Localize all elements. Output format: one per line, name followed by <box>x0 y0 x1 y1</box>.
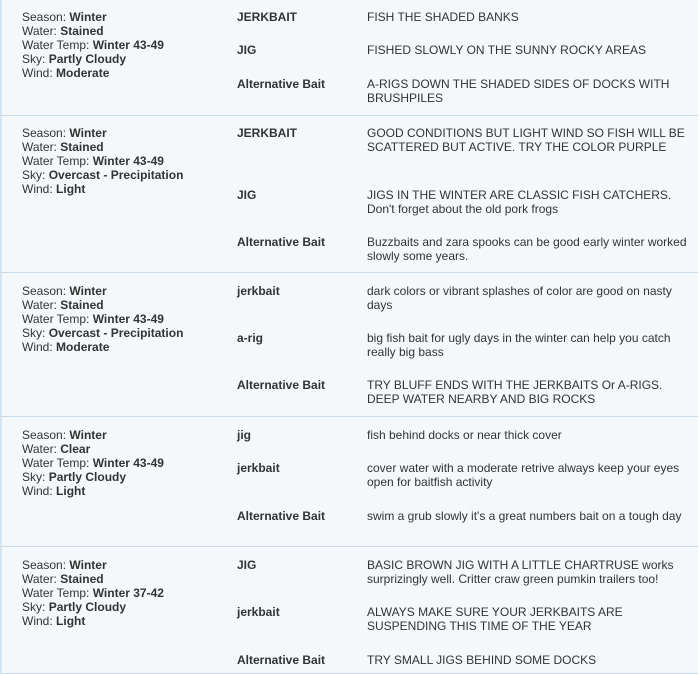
bait-tip: big fish bait for ugly days in the winter can help you catch really big bass <box>367 331 671 359</box>
condition-sky <box>22 52 222 66</box>
condition-wind <box>22 340 222 354</box>
condition-value: Stained <box>60 572 104 586</box>
bait-name: jerkbait <box>237 461 280 475</box>
condition-value: Partly Cloudy <box>48 600 127 614</box>
condition-row <box>0 417 698 547</box>
bait-tip: cover water with a moderate retrive always keep your eyes open for baitfish activity <box>367 461 680 489</box>
condition-value: Light <box>56 182 86 196</box>
condition-label: Sky: <box>22 168 46 182</box>
condition-row <box>0 547 698 674</box>
condition-value: Overcast - Precipitation <box>48 168 184 182</box>
condition-value: Winter 43-49 <box>92 312 164 326</box>
condition-season <box>22 10 222 24</box>
condition-value: Winter 43-49 <box>92 154 164 168</box>
condition-wind <box>22 484 222 498</box>
condition-value: Winter <box>69 284 107 298</box>
condition-label: Sky: <box>22 52 46 66</box>
bait-name: JIG <box>237 43 257 57</box>
condition-water-temp <box>22 586 222 600</box>
bait-tip: GOOD CONDITIONS BUT LIGHT WIND SO FISH WILL BE SCATTERED BUT ACTIVE. TRY THE COLOR PURPLE <box>367 126 685 154</box>
bait-tip: swim a grub slowly it's a great numbers bait on a tough day <box>367 509 682 523</box>
condition-value: Stained <box>60 140 104 154</box>
bait-name: Alternative Bait <box>237 509 326 523</box>
condition-value: Stained <box>60 298 104 312</box>
condition-label: Water: <box>22 24 57 38</box>
bait-name: JIG <box>237 558 257 572</box>
condition-label: Season: <box>22 284 67 298</box>
condition-label: Season: <box>22 126 67 140</box>
bait-tip: ALWAYS MAKE SURE YOUR JERKBAITS ARE SUSPENDING THIS TIME OF THE YEAR <box>367 605 623 633</box>
condition-value: Overcast - Precipitation <box>48 326 184 340</box>
condition-wind <box>22 614 222 628</box>
condition-water <box>22 442 222 456</box>
condition-season <box>22 558 222 572</box>
conditions-block <box>22 428 222 498</box>
bait-name: Alternative Bait <box>237 235 326 249</box>
condition-season <box>22 126 222 140</box>
condition-value: Stained <box>60 24 104 38</box>
conditions-block <box>22 284 222 354</box>
condition-label: Water Temp: <box>22 154 90 168</box>
condition-label: Season: <box>22 428 67 442</box>
bait-name: JIG <box>237 188 257 202</box>
condition-label: Water Temp: <box>22 38 90 52</box>
bait-tip: A-RIGS DOWN THE SHADED SIDES OF DOCKS WITH BRUSHPILES <box>367 77 670 105</box>
bait-name: Alternative Bait <box>237 653 326 667</box>
bait-tip: FISHED SLOWLY ON THE SUNNY ROCKY AREAS <box>367 43 646 57</box>
condition-label: Season: <box>22 10 67 24</box>
bait-name: Alternative Bait <box>237 378 326 392</box>
condition-water <box>22 572 222 586</box>
condition-label: Wind: <box>22 182 53 196</box>
bait-tip: dark colors or vibrant splashes of color are good on nasty days <box>367 284 672 312</box>
bait-tip: TRY BLUFF ENDS WITH THE JERKBAITS Or A-RIGS. DEEP WATER NEARBY AND BIG ROCKS <box>367 378 663 406</box>
condition-value: Winter 43-49 <box>92 38 164 52</box>
condition-label: Sky: <box>22 470 46 484</box>
condition-value: Light <box>56 614 86 628</box>
condition-value: Moderate <box>56 66 110 80</box>
condition-sky <box>22 326 222 340</box>
condition-water <box>22 298 222 312</box>
bait-name: JERKBAIT <box>237 126 298 140</box>
condition-value: Winter 43-49 <box>92 456 164 470</box>
condition-water-temp <box>22 154 222 168</box>
condition-value: Winter <box>69 428 107 442</box>
condition-label: Water Temp: <box>22 456 90 470</box>
condition-water <box>22 24 222 38</box>
conditions-block <box>22 10 222 80</box>
condition-value: Winter <box>69 10 107 24</box>
bait-name: jerkbait <box>237 605 280 619</box>
bait-tip: JIGS IN THE WINTER ARE CLASSIC FISH CATCHERS. Don't forget about the old pork frogs <box>367 188 672 216</box>
bait-tip: Buzzbaits and zara spooks can be good early winter worked slowly some years. <box>367 235 687 263</box>
condition-wind <box>22 182 222 196</box>
condition-label: Water: <box>22 572 57 586</box>
bait-tip: TRY SMALL JIGS BEHIND SOME DOCKS <box>367 653 597 667</box>
condition-label: Wind: <box>22 614 53 628</box>
condition-water-temp <box>22 38 222 52</box>
condition-season <box>22 428 222 442</box>
condition-label: Wind: <box>22 66 53 80</box>
conditions-block <box>22 558 222 628</box>
condition-label: Sky: <box>22 326 46 340</box>
condition-label: Water Temp: <box>22 586 90 600</box>
condition-value: Clear <box>60 442 91 456</box>
bait-name: jerkbait <box>237 284 280 298</box>
bait-name: JERKBAIT <box>237 10 298 24</box>
condition-water-temp <box>22 312 222 326</box>
condition-label: Wind: <box>22 340 53 354</box>
bait-name: a-rig <box>237 331 264 345</box>
condition-value: Moderate <box>56 340 110 354</box>
condition-sky <box>22 470 222 484</box>
condition-label: Water: <box>22 140 57 154</box>
bait-tip: fish behind docks or near thick cover <box>367 428 562 442</box>
condition-wind <box>22 66 222 80</box>
condition-label: Water Temp: <box>22 312 90 326</box>
bait-name: jig <box>237 428 251 442</box>
condition-water <box>22 140 222 154</box>
condition-label: Water: <box>22 442 57 456</box>
condition-label: Season: <box>22 558 67 572</box>
condition-sky <box>22 600 222 614</box>
condition-water-temp <box>22 456 222 470</box>
condition-label: Wind: <box>22 484 53 498</box>
condition-sky <box>22 168 222 182</box>
condition-value: Partly Cloudy <box>48 52 127 66</box>
condition-season <box>22 284 222 298</box>
conditions-block <box>22 126 222 196</box>
condition-label: Water: <box>22 298 57 312</box>
condition-value: Light <box>56 484 86 498</box>
condition-value: Winter <box>69 126 107 140</box>
bait-tip: BASIC BROWN JIG WITH A LITTLE CHARTRUSE works surprizingly well. Critter craw green pumkin trailers too! <box>367 558 674 586</box>
condition-value: Partly Cloudy <box>48 470 127 484</box>
bait-name: Alternative Bait <box>237 77 326 91</box>
condition-value: Winter 37-42 <box>92 586 164 600</box>
condition-row <box>0 0 698 116</box>
condition-value: Winter <box>69 558 107 572</box>
condition-label: Sky: <box>22 600 46 614</box>
bait-tip: FISH THE SHADED BANKS <box>367 10 519 24</box>
condition-row <box>0 116 698 273</box>
condition-row <box>0 273 698 417</box>
